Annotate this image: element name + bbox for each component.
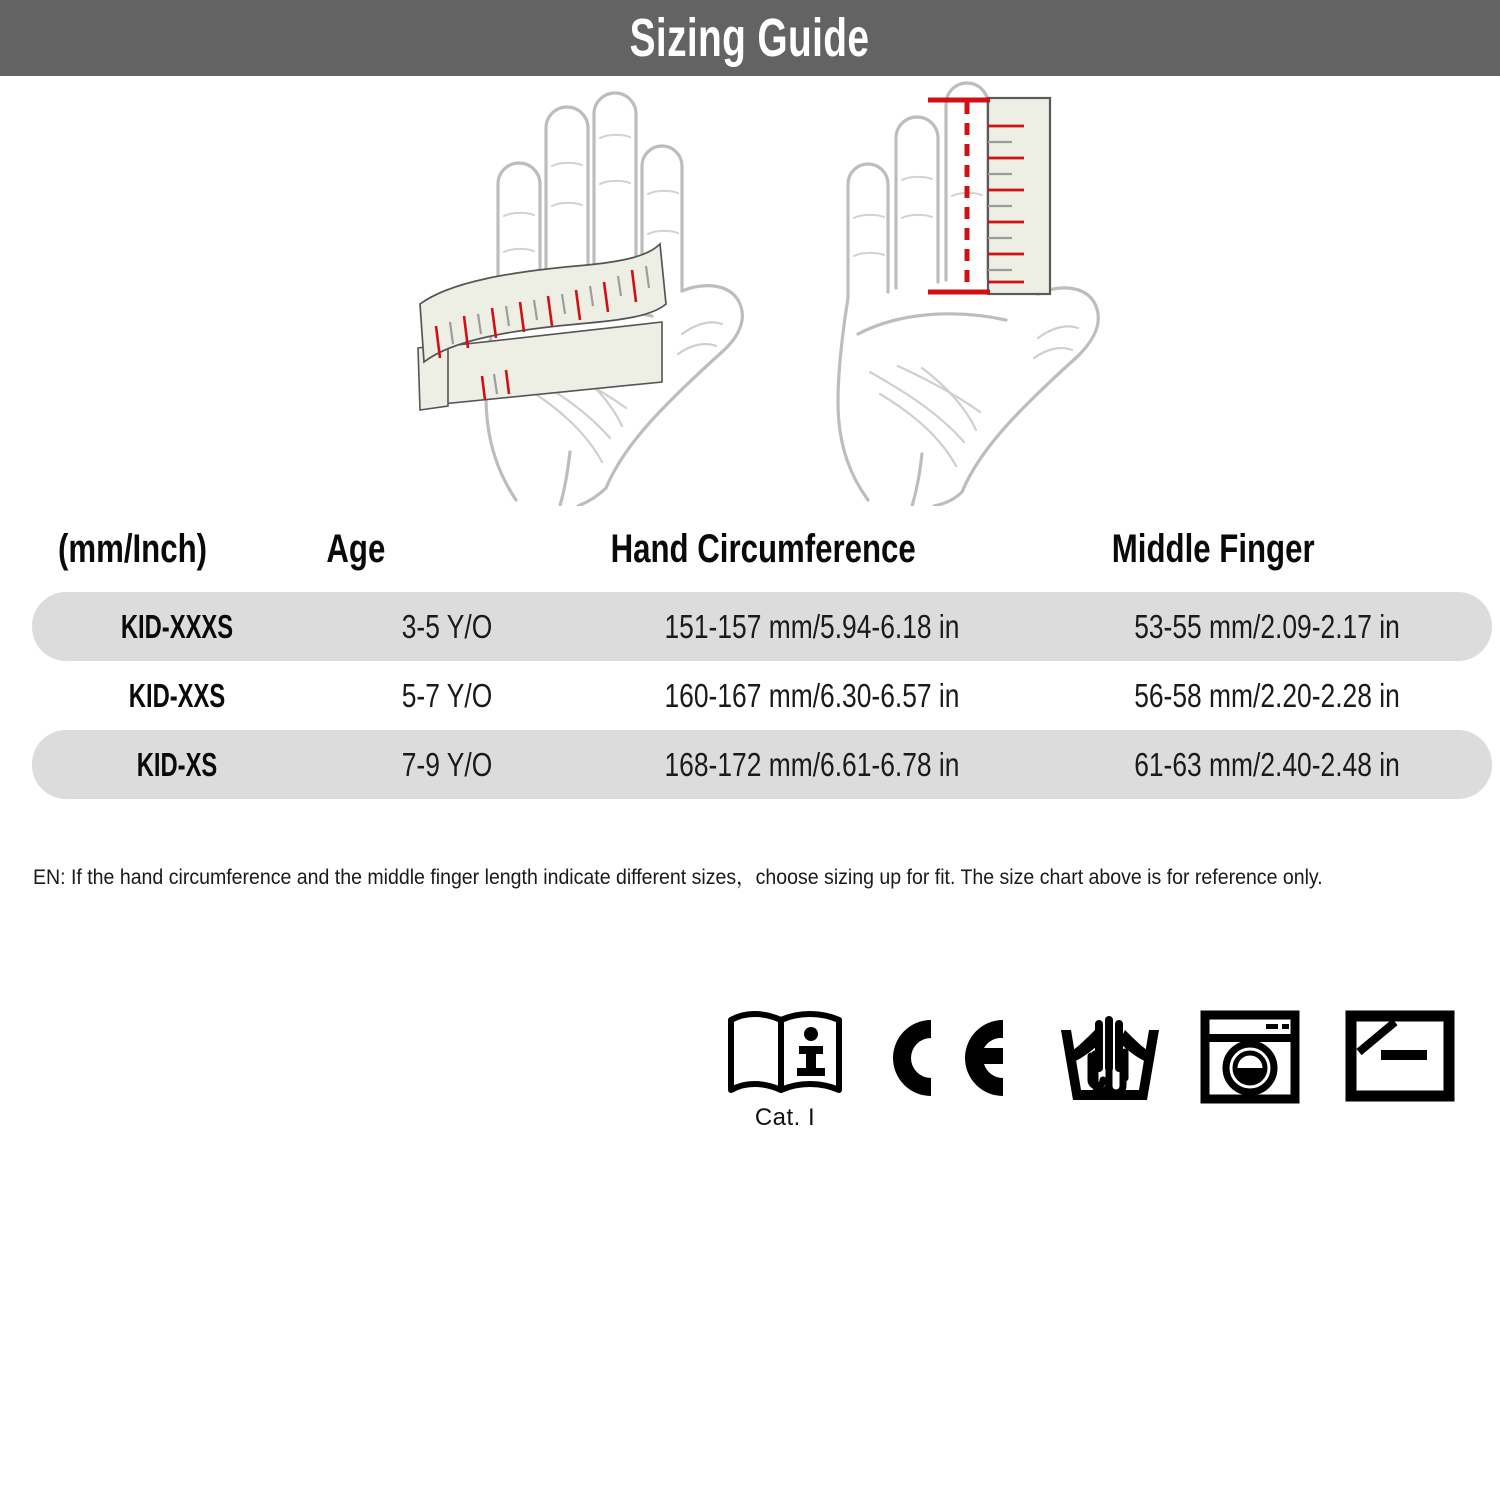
machine-wash-icon	[1200, 1010, 1300, 1104]
cell-middle-finger: 61-63 mm/2.40-2.48 in	[1134, 745, 1400, 783]
cell-age: 7-9 Y/O	[401, 745, 493, 783]
cell-hand-circumference: 151-157 mm/5.94-6.18 in	[664, 607, 960, 645]
ce-mark-icon	[875, 1010, 1015, 1106]
column-header-middle-finger: Middle Finger	[1111, 526, 1315, 571]
pictogram-caption: Cat. I	[754, 1104, 816, 1131]
column-header-hand-circumference: Hand Circumference	[610, 526, 916, 571]
pictogram-row	[700, 1010, 1470, 1140]
cell-age: 5-7 Y/O	[401, 676, 493, 714]
ce-mark-group	[875, 1010, 1015, 1106]
table-row	[32, 592, 1492, 661]
hand-circumference-illustration	[330, 76, 770, 506]
cell-hand-circumference: 168-172 mm/6.61-6.78 in	[664, 745, 960, 783]
ruler	[988, 98, 1050, 294]
read-instructions-group	[725, 1010, 845, 1132]
footnote-text: EN: If the hand circumference and the middle finger length indicate different sizes，choose sizing up for fit. The size chart above is for reference only.	[33, 866, 1323, 889]
table-row	[32, 730, 1492, 799]
page-title: Sizing Guide	[630, 8, 870, 68]
header-bar	[0, 0, 1500, 76]
table-row	[32, 661, 1492, 730]
cell-middle-finger: 53-55 mm/2.09-2.17 in	[1134, 607, 1400, 645]
cell-middle-finger: 56-58 mm/2.20-2.28 in	[1134, 676, 1400, 714]
hand-wash-group	[1055, 1010, 1165, 1102]
cell-age: 3-5 Y/O	[401, 607, 493, 645]
read-instructions-book-icon	[725, 1010, 845, 1098]
dry-flat-group	[1345, 1010, 1455, 1102]
cell-hand-circumference: 160-167 mm/6.30-6.57 in	[664, 676, 960, 714]
column-header-size: (mm/Inch)	[57, 526, 208, 571]
cell-size: KID-XXXS	[120, 607, 234, 645]
column-header-age: Age	[326, 526, 386, 571]
cell-size: KID-XS	[136, 745, 218, 783]
illustration-row	[0, 76, 1500, 506]
size-table	[0, 506, 1500, 799]
machine-wash-group	[1200, 1010, 1300, 1104]
hand-wash-icon	[1055, 1010, 1165, 1102]
table-header-row	[0, 506, 1500, 592]
middle-finger-illustration	[800, 76, 1200, 506]
dry-flat-in-shade-icon	[1345, 1010, 1455, 1102]
cell-size: KID-XXS	[128, 676, 226, 714]
